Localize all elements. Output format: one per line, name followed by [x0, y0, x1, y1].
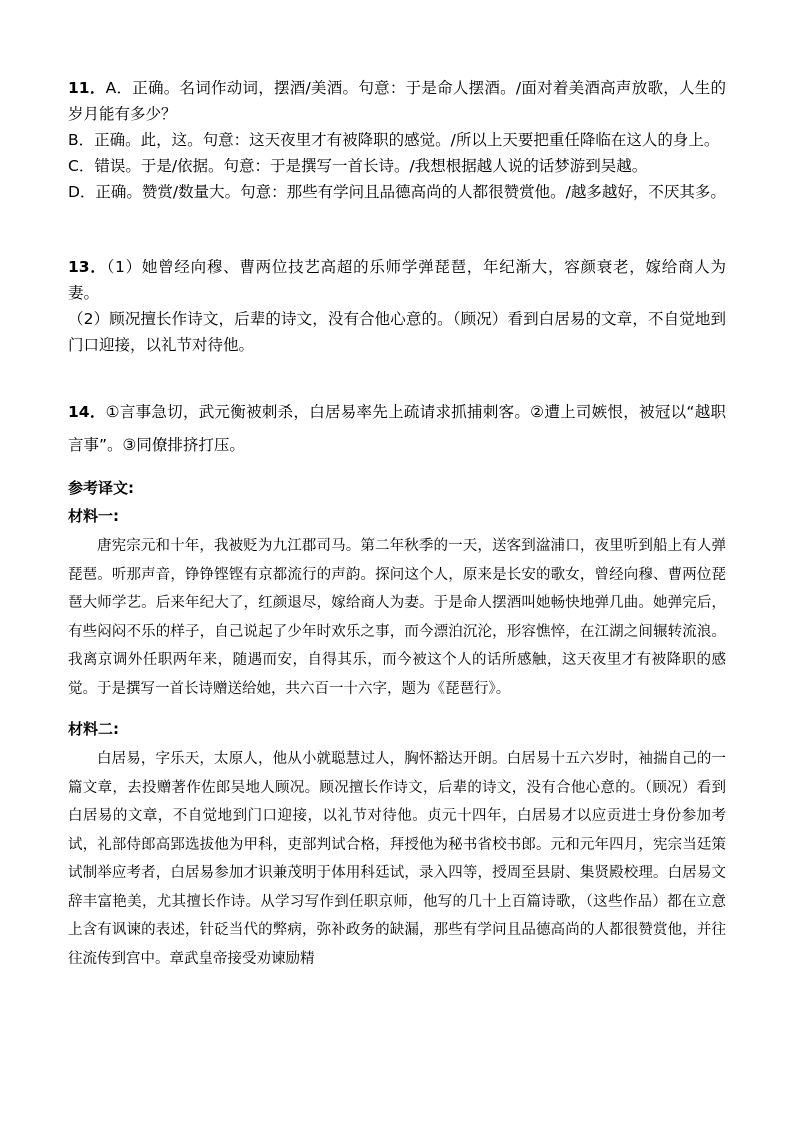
answer-13-2: （2）顾况擅长作诗文，后辈的诗文，没有合他心意的。（顾况）看到白居易的文章，不自觉地到门口迎接，以礼节对待他。	[68, 310, 726, 354]
material-1-title: 材料一:	[68, 507, 119, 525]
translation-heading: 参考译文:	[68, 479, 134, 497]
question-number: 14．	[68, 403, 106, 421]
answer-13	[68, 254, 726, 358]
answer-11-a: 11．A．正确。名词作动词，摆酒/美酒。句意：于是命人摆酒。/面对着美酒高声放歌，人生的岁月能有多少？	[68, 79, 726, 123]
question-number: 13．	[68, 258, 107, 276]
answer-11-c: C．错误。于是/依据。句意：于是撰写一首长诗。/我想根据越人说的话梦游到吴越。	[68, 157, 648, 175]
material-2-title: 材料二:	[68, 720, 119, 738]
reference-translation	[68, 476, 726, 973]
material-1-text: 唐宪宗元和十年，我被贬为九江郡司马。第二年秋季的一天，送客到湓浦口，夜里听到船上有人弹琵琶。听那声音，铮铮铿铿有京都流行的声韵。探问这个人，原来是长安的歌女，曾经向穆、曹两位琵琶大师学艺。后来年纪大了，红颜退尽，嫁给商人为妻。于是命人摆酒叫她畅快地弹几曲。她弹完后，有些闷闷不乐的样子，自己说起了少年时欢乐之事，而今漂泊沉沦，形容憔悴，在江湖之间辗转流浪。我离京调外任职两年来，随遇而安，自得其乐，而今被这个人的话所感触，这天夜里才有被降职的感觉。于是撰写一首长诗赠送给她，共六百一十六字，题为《琵琶行》。	[68, 538, 726, 697]
answer-11-b: B．正确。此，这。句意：这天夜里才有被降职的感觉。/所以上天要把重任降临在这人的身上。	[68, 131, 720, 149]
answer-11-d: D．正确。赞赏/数量大。句意：那些有学问且品德高尚的人都很赞赏他。/越多越好，不厌其多。	[68, 183, 726, 201]
answer-11	[68, 75, 726, 205]
answer-14	[68, 396, 726, 462]
answer-14-text: 14．①言事急切，武元衡被刺杀，白居易率先上疏请求抓捕刺客。②遭上司嫉恨，被冠以“越职言事”。③同僚排挤打压。	[68, 403, 726, 454]
question-number: 11．	[68, 79, 106, 97]
material-2-text: 白居易，字乐天，太原人，他从小就聪慧过人，胸怀豁达开朗。白居易十五六岁时，袖揣自己的一篇文章，去投赠著作佐郎吴地人顾况。顾况擅长作诗文，后辈的诗文，没有合他心意的。（顾况）看到白居易的文章，不自觉地到门口迎接，以礼节对待他。贞元十四年，白居易才以应贡进士身份参加考试，礼部侍郎高郢选拔他为甲科，吏部判试合格，拜授他为秘书省校书郎。元和元年四月，宪宗当廷策试制举应考者，白居易参加才识兼茂明于体用科廷试，录入四等，授周至县尉、集贤殿校理。白居易文辞丰富艳美，尤其擅长作诗。从学习写作到任职京师，他写的几十上百篇诗歌，（这些作品）都在立意上含有讽谏的表述，针砭当代的弊病，弥补政务的缺漏，那些有学问且品德高尚的人都很赞赏他，并往往流传到宫中。章武皇帝接受劝谏励精	[68, 751, 726, 967]
answer-13-1: 13．（1）她曾经向穆、曹两位技艺高超的乐师学弹琵琶，年纪渐大，容颜衰老，嫁给商人为妻。	[68, 258, 726, 302]
